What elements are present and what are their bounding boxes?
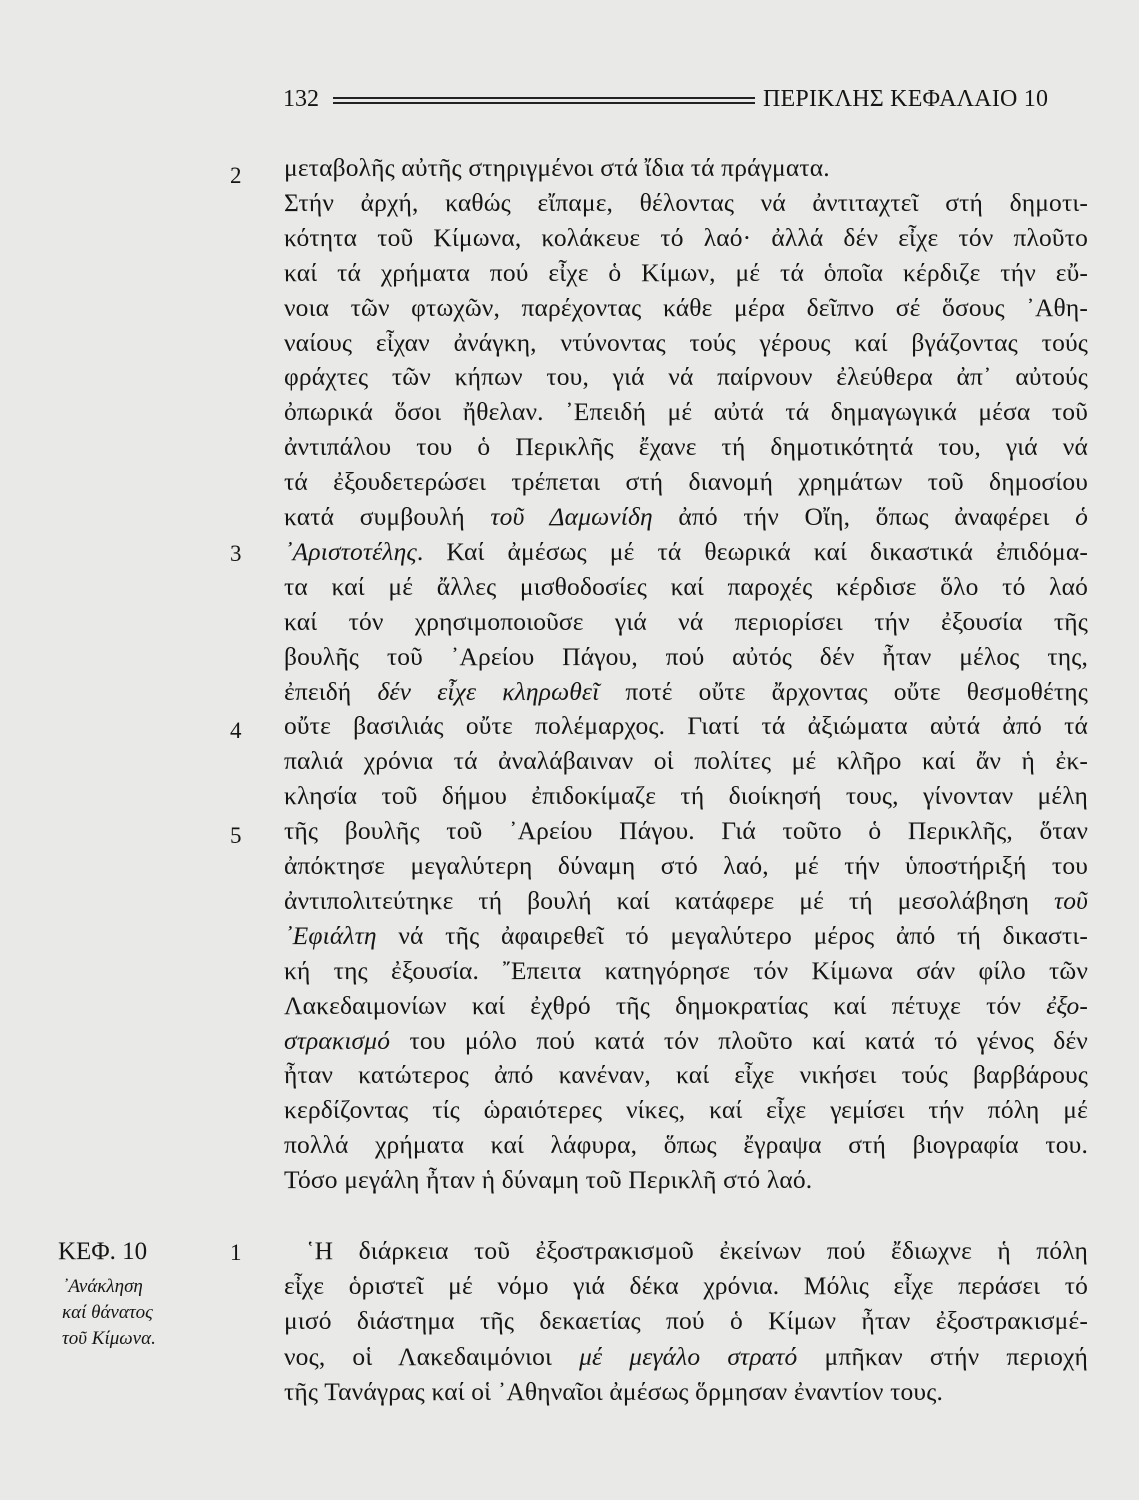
text-run: καί τά χρήματα πού εἶχε ὁ Κίμων, μέ τά ὁποῖα κέρδιζε τήν εὔ- (284, 258, 1088, 287)
text-line (284, 1271, 1088, 1301)
text-line (284, 851, 1088, 881)
text-run: φράχτες τῶν κήπων του, γιά νά παίρνουν ἐλεύθερα ἀπ᾽ αὐτούς (284, 362, 1088, 391)
text-run: Τόσο μεγάλη ἦταν ἡ δύναμη τοῦ Περικλῆ στό λαό. (284, 1165, 813, 1194)
chapter-subtitle-line: ᾽Ανάκληση (62, 1276, 143, 1297)
italic-run: τοῦ (1053, 886, 1088, 915)
text-run: νος, οἱ Λακεδαιμόνιοι (284, 1342, 580, 1371)
text-run: του μόλο πού κατά τόν πλοῦτο καί κατά τό γένος δέν (390, 1026, 1088, 1055)
italic-run: τοῦ Δαμωνίδη (490, 502, 653, 531)
text-line (284, 572, 1088, 602)
text-line (284, 1095, 1088, 1125)
text-run: βουλῆς τοῦ ᾽Αρείου Πάγου, πού αὐτός δέν ἦταν μέλος της, (284, 642, 1088, 671)
text-line (284, 746, 1088, 776)
text-run: ποτέ οὔτε ἄρχοντας οὔτε θεσμοθέτης (599, 677, 1088, 706)
text-line (284, 607, 1088, 637)
text-run: ἀπόκτησε μεγαλύτερη δύναμη στό λαό, μέ τήν ὑποστήριξή του (284, 851, 1088, 880)
chapter-label: ΚΕΦ. 10 (58, 1238, 148, 1265)
text-line (284, 1377, 1088, 1407)
running-title: ΠΕΡΙΚΛΗΣ ΚΕΦΑΛΑΙΟ 10 (763, 86, 1049, 112)
text-run: τῆς Τανάγρας καί οἱ ᾽Αθηναῖοι ἀμέσως ὅρμησαν ἐναντίον τους. (284, 1377, 943, 1406)
text-run: μεταβολῆς αὐτῆς στηριγμένοι στά ἴδια τά πράγματα. (284, 153, 830, 182)
chapter-subtitle-line: τοῦ Κίμωνα. (62, 1328, 156, 1349)
text-line (306, 1236, 1088, 1266)
text-line (284, 677, 1088, 707)
text-line (284, 188, 1088, 218)
text-run: ἦταν κατώτερος ἀπό κανέναν, καί εἶχε νικήσει τούς βαρβάρους (284, 1060, 1088, 1089)
text-run: πολλά χρήματα καί λάφυρα, ὅπως ἔγραψα στή βιογραφία του. (284, 1130, 1088, 1159)
text-line (284, 397, 1088, 427)
text-line (284, 362, 1088, 392)
text-run: ἀντιπάλου του ὁ Περικλῆς ἔχανε τή δημοτικότητά του, γιά νά (284, 432, 1088, 461)
text-run: ὀπωρικά ὅσοι ἤθελαν. ᾽Επειδή μέ αὐτά τά δημαγωγικά μέσα τοῦ (284, 397, 1088, 426)
text-run: κερδίζοντας τίς ὡραιότερες νίκες, καί εἶχε γεμίσει τήν πόλη μέ (284, 1095, 1088, 1124)
text-line (284, 432, 1088, 462)
paragraph-number: 2 (230, 163, 242, 188)
text-run: κατά συμβουλή (284, 502, 491, 531)
text-run: κότητα τοῦ Κίμωνα, κολάκευε τό λαό· ἀλλά δέν εἶχε τόν πλοῦτο (284, 223, 1088, 252)
text-run: τα καί μέ ἄλλες μισθοδοσίες καί παροχές κέρδισε ὅλο τό λαό (284, 572, 1088, 601)
italic-run: μέ μεγάλο στρατό (579, 1342, 798, 1371)
running-header (283, 86, 1086, 120)
italic-run: ᾽Εφιάλτη (284, 921, 377, 950)
text-run: εἶχε ὁριστεῖ μέ νόμο γιά δέκα χρόνια. Μόλις εἶχε περάσει τό (284, 1271, 1088, 1300)
text-line (284, 467, 1088, 497)
text-line (284, 711, 1088, 741)
text-line (284, 1342, 1088, 1372)
text-line (284, 223, 1088, 253)
text-run: . Καί ἀμέσως μέ τά θεωρικά καί δικαστικά ἐπιδόμα- (416, 537, 1088, 566)
text-line (284, 1165, 1088, 1195)
text-line (284, 537, 1088, 567)
paragraph-number: 4 (230, 718, 242, 743)
text-line (284, 642, 1088, 672)
text-run: ἀπό τήν Οἴη, ὅπως ἀναφέρει (652, 502, 1076, 531)
text-line (284, 1026, 1088, 1056)
italic-run: ἐξο- (1046, 991, 1088, 1020)
text-run: ῾Η διάρκεια τοῦ ἐξοστρακισμοῦ ἐκείνων πού ἔδιωχνε ἡ πόλη (306, 1236, 1088, 1265)
text-line (284, 1060, 1088, 1090)
text-run: νά τῆς ἀφαιρεθεῖ τό μεγαλύτερο μέρος ἀπό τή δικαστι- (376, 921, 1088, 950)
italic-run: ᾽Αριστοτέλης (284, 537, 417, 566)
text-run: οὔτε βασιλιάς οὔτε πολέμαρχος. Γιατί τά ἀξιώματα αὐτά ἀπό τά (284, 711, 1088, 740)
italic-run: στρακισμό (284, 1026, 391, 1055)
text-run: τά ἐξουδετερώσει τρέπεται στή διανομή χρημάτων τοῦ δημοσίου (284, 467, 1088, 496)
paragraph-number: 1 (230, 1240, 242, 1265)
text-run: κλησία τοῦ δήμου ἐπιδοκίμαζε τή διοίκησή τους, γίνονταν μέλη (284, 781, 1088, 810)
bleed-through (278, 58, 284, 86)
text-run: ναίους εἶχαν ἀνάγκη, ντύνοντας τούς γέρους καί βγάζοντας τούς (284, 328, 1088, 357)
page-number: 132 (283, 86, 319, 112)
text-line (284, 886, 1088, 916)
text-run: καί τόν χρησιμοποιοῦσε γιά νά περιορίσει τήν ἐξουσία τῆς (284, 607, 1088, 636)
text-run: ἀντιπολιτεύτηκε τή βουλή καί κατάφερε μέ τή μεσολάβηση (284, 886, 1054, 915)
text-run: ἐπειδή (284, 677, 378, 706)
paragraph-number: 3 (230, 541, 242, 566)
text-line (284, 991, 1088, 1021)
header-rule (333, 97, 755, 104)
text-run: μπῆκαν στήν περιοχή (797, 1342, 1089, 1371)
text-line (284, 258, 1088, 288)
text-line (284, 293, 1088, 323)
text-line (284, 1130, 1088, 1160)
text-line (284, 921, 1088, 951)
text-line (284, 1306, 1088, 1336)
text-run: τῆς βουλῆς τοῦ ᾽Αρείου Πάγου. Γιά τοῦτο ὁ Περικλῆς, ὅταν (284, 816, 1088, 845)
text-line (284, 781, 1088, 811)
text-run: μισό διάστημα τῆς δεκαετίας πού ὁ Κίμων ἦταν ἐξοστρακισμέ- (284, 1306, 1088, 1335)
italic-run: δέν εἶχε κληρωθεῖ (377, 677, 600, 706)
text-line (284, 956, 1088, 986)
paragraph-number: 5 (230, 823, 242, 848)
text-run: νοια τῶν φτωχῶν, παρέχοντας κάθε μέρα δεῖπνο σέ ὅσους ᾽Αθη- (284, 293, 1088, 322)
text-line (284, 816, 1088, 846)
text-line (284, 502, 1088, 532)
text-run: κή της ἐξουσία. ῎Επειτα κατηγόρησε τόν Κίμωνα σάν φίλο τῶν (284, 956, 1088, 985)
text-line (284, 153, 1088, 183)
chapter-subtitle-line: καί θάνατος (62, 1302, 153, 1323)
text-run: Λακεδαιμονίων καί ἐχθρό τῆς δημοκρατίας καί πέτυχε τόν (284, 991, 1047, 1020)
text-line (284, 328, 1088, 358)
italic-run: ὁ (1075, 502, 1088, 531)
text-run: παλιά χρόνια τά ἀναλάβαιναν οἱ πολίτες μέ κλῆρο καί ἄν ἡ ἐκ- (284, 746, 1088, 775)
text-run: Στήν ἀρχή, καθώς εἴπαμε, θέλοντας νά ἀντιταχτεῖ στή δημοτι- (284, 188, 1088, 217)
